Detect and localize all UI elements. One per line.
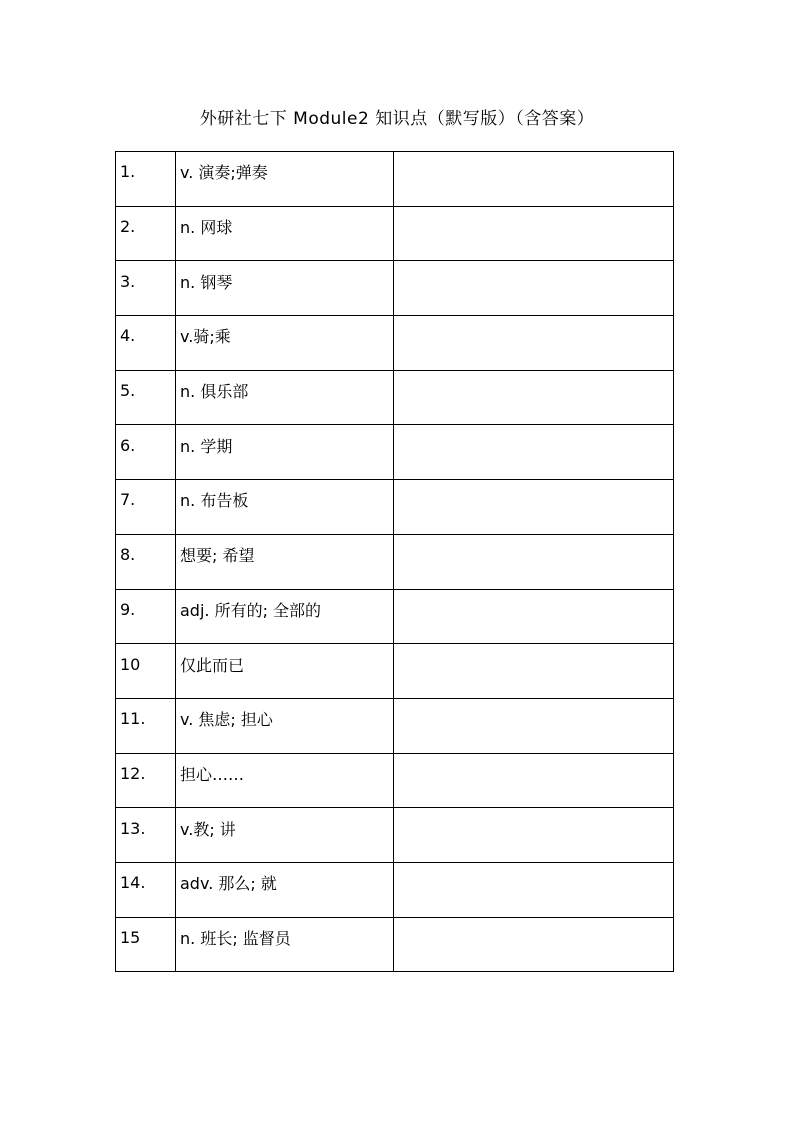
row-number: 4. [116,316,176,371]
vocabulary-table [115,151,674,972]
row-number: 11. [116,698,176,753]
row-number: 9. [116,589,176,644]
row-number: 15 [116,917,176,972]
row-number: 6. [116,425,176,480]
table-row [116,261,674,316]
definition-cell: adv. 那么; 就 [176,862,394,917]
answer-cell [394,261,674,316]
answer-cell [394,862,674,917]
page-title: 外研社七下 Module2 知识点（默写版）（含答案） [199,109,595,129]
row-number: 1. [116,152,176,207]
answer-cell [394,589,674,644]
vocabulary-table-body [116,152,674,972]
definition-cell: v.教; 讲 [176,808,394,863]
row-number: 3. [116,261,176,316]
definition-cell: n. 布告板 [176,480,394,535]
row-number: 12. [116,753,176,808]
row-number: 8. [116,534,176,589]
answer-cell [394,425,674,480]
row-number: 2. [116,206,176,261]
table-row [116,644,674,699]
table-row [116,589,674,644]
definition-cell: v. 演奏;弹奏 [176,152,394,207]
definition-cell: v.骑;乘 [176,316,394,371]
row-number: 7. [116,480,176,535]
table-row [116,316,674,371]
table-row [116,917,674,972]
answer-cell [394,316,674,371]
definition-cell: 仅此而已 [176,644,394,699]
answer-cell [394,370,674,425]
definition-cell: n. 网球 [176,206,394,261]
table-row [116,753,674,808]
definition-cell: n. 学期 [176,425,394,480]
table-row [116,808,674,863]
table-row [116,370,674,425]
table-row [116,152,674,207]
definition-cell: 想要; 希望 [176,534,394,589]
answer-cell [394,206,674,261]
definition-cell: n. 俱乐部 [176,370,394,425]
answer-cell [394,644,674,699]
row-number: 5. [116,370,176,425]
table-row [116,206,674,261]
answer-cell [394,753,674,808]
table-row [116,534,674,589]
definition-cell: adj. 所有的; 全部的 [176,589,394,644]
row-number: 14. [116,862,176,917]
definition-cell: n. 班长; 监督员 [176,917,394,972]
table-row [116,480,674,535]
row-number: 13. [116,808,176,863]
answer-cell [394,152,674,207]
definition-cell: 担心…… [176,753,394,808]
answer-cell [394,808,674,863]
table-row [116,698,674,753]
answer-cell [394,698,674,753]
definition-cell: v. 焦虑; 担心 [176,698,394,753]
table-row [116,862,674,917]
definition-cell: n. 钢琴 [176,261,394,316]
answer-cell [394,480,674,535]
row-number: 10 [116,644,176,699]
answer-cell [394,534,674,589]
answer-cell [394,917,674,972]
table-row [116,425,674,480]
